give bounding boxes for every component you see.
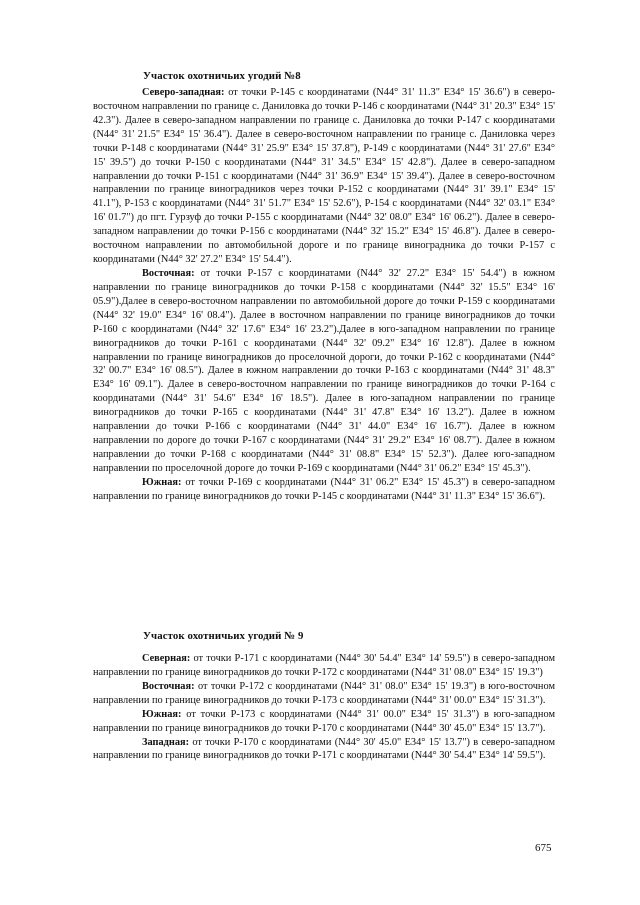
paragraph-text: от точки Р-172 с координатами (N44° 31' 08.0" E34° 15' 19.3") в юго-восточном направлении по границе виноградников до точки Р-173 с координатами (N44° 31' 00.0" E34° 15' 31.3").: [93, 680, 555, 706]
east-boundary-paragraph: [93, 680, 555, 708]
paragraph-lead: Южная:: [142, 708, 182, 720]
paragraph-lead: Северо-западная:: [142, 87, 225, 98]
page-number: 675: [535, 842, 552, 854]
south-boundary-paragraph: [93, 476, 555, 504]
paragraph-text: от точки Р-171 с координатами (N44° 30' 54.4" E34° 14' 59.5") в северо-западном направлении по границе виноградников до точки Р-172 с координатами (N44° 31' 08.0" E34° 15' 19.3"): [93, 653, 555, 678]
paragraph-text: от точки Р-173 с координатами (N44° 31' 00.0" E34° 15' 31.3") в юго-западном направлении по границе виноградников до точки Р-170 с координатами (N44° 30' 45.0" E34° 15' 13.7").: [93, 708, 555, 734]
paragraph-lead: Северная:: [142, 653, 191, 664]
north-boundary-paragraph: [93, 652, 555, 680]
section-8-title: Участок охотничьих угодий №8: [143, 70, 301, 82]
section-8-body: [93, 86, 555, 504]
section-9-body: [93, 652, 555, 763]
northwest-boundary-paragraph: [93, 86, 555, 267]
paragraph-lead: Восточная:: [142, 267, 195, 279]
paragraph-text: от точки Р-169 с координатами (N44° 31' 06.2" E34° 15' 45.3") в северо-западном направлении по границе виноградников до точки Р-145 с координатами (N44° 31' 11.3" E34° 15' 36.6").: [93, 476, 555, 502]
south-boundary-paragraph: [93, 708, 555, 736]
paragraph-text: от точки Р-157 с координатами (N44° 32' 27.2" E34° 15' 54.4") в южном направлении по границе виноградников до точки Р-158 с координатами (N44° 32' 15.5" E34° 16' 05.9").Далее в северо-восточном направлении по автомобильной дороге до точки Р-159 с координатами (N44° 32' 19.0" E34° 16' 08.4"). Далее в восточном направлении по границе виноградников до точки Р-160 с координатами (N44° 32' 17.6" E34° 16' 23.2").Далее в юго-западном направлении по границе виноградников до точки Р-161 с координатами (N44° 32' 09.2" E34° 16' 12.8"). Далее в южном направлении по границе виноградников до проселочной дороги, до точки Р-162 с координатами (N44° 32' 00.7" E34° 16' 08.5"). Далее в южном направлении до точки Р-163 с координатами (N44° 31' 48.3" E34° 16' 09.1"). Далее в северо-восточном направлении по границе виноградников до точки Р-164 с координатами (N44° 31' 54.6" E34° 16' 18.5"). Далее в юго-западном направлении по границе виноградников до точки Р-165 с координатами (N44° 31' 47.8" E34° 16' 13.2"). Далее в южном направлении до точки Р-166 с координатами (N44° 31' 44.0" E34° 16' 16.7"). Далее в южном направлении по дороге до точки Р-167 с координатами (N44° 31' 29.2" E34° 16' 08.7"). Далее в южном направлении до точки Р-168 с координатами (N44° 31' 08.8" E34° 15' 52.3"). Далее юго-западном направлении по проселочной дороге до точки Р-169 с координатами (N44° 31' 06.2" E34° 15' 45.3").: [93, 267, 555, 474]
paragraph-lead: Восточная:: [142, 680, 195, 692]
paragraph-lead: Западная:: [142, 736, 190, 748]
section-9-title: Участок охотничьих угодий № 9: [143, 630, 304, 642]
west-boundary-paragraph: [93, 736, 555, 764]
paragraph-lead: Южная:: [142, 476, 182, 488]
east-boundary-paragraph: [93, 267, 555, 476]
paragraph-text: от точки Р-170 с координатами (N44° 30' 45.0" E34° 15' 13.7") в северо-западном направлении по границе виноградников до точки Р-171 с координатами (N44° 30' 54.4" E34° 14' 59.5").: [93, 736, 555, 762]
paragraph-text: от точки Р-145 с координатами (N44° 31' 11.3" E34° 15' 36.6") в северо-восточном направлении по границе с. Даниловка до точки Р-146 с координатами (N44° 31' 20.3" E34° 15' 42.3"). Далее в северо-западном направлении по границе с. Даниловка до точки Р-147 с координатами (N44° 31' 21.5" E34° 15' 36.4"). Далее в северо-восточном направлении по границе с. Даниловка через точки Р-148 с координатами (N44° 31' 25.9" E34° 15' 37.8"), Р-149 с координатами (N44° 31' 27.6" E34° 15' 39.5") до точки Р-150 с координатами (N44° 31' 34.5" E34° 15' 42.8"). Далее в северо-западном направлении до точки Р-151 с координатами (N44° 31' 36.9" E34° 15' 39.4"). Далее в северо-восточном направлении по границе виноградников через точки Р-152 с координатами (N44° 31' 39.1" E34° 15' 41.1"), Р-153 с координатами (N44° 31' 51.7" E34° 15' 52.6"), Р-154 с координатами (N44° 32' 03.1" E34° 16' 01.7") до пгт. Гурзуф до точки Р-155 с координатами (N44° 32' 08.0" E34° 16' 06.2"). Далее в северо-западном направлении до точки Р-156 с координатами (N44° 32' 15.2" E34° 15' 46.8"). Далее в северо-восточном направлении по автомобильной дороге и по границе виноградника до точки Р-157 с координатами (N44° 32' 27.2" E34° 15' 54.4").: [93, 87, 555, 266]
